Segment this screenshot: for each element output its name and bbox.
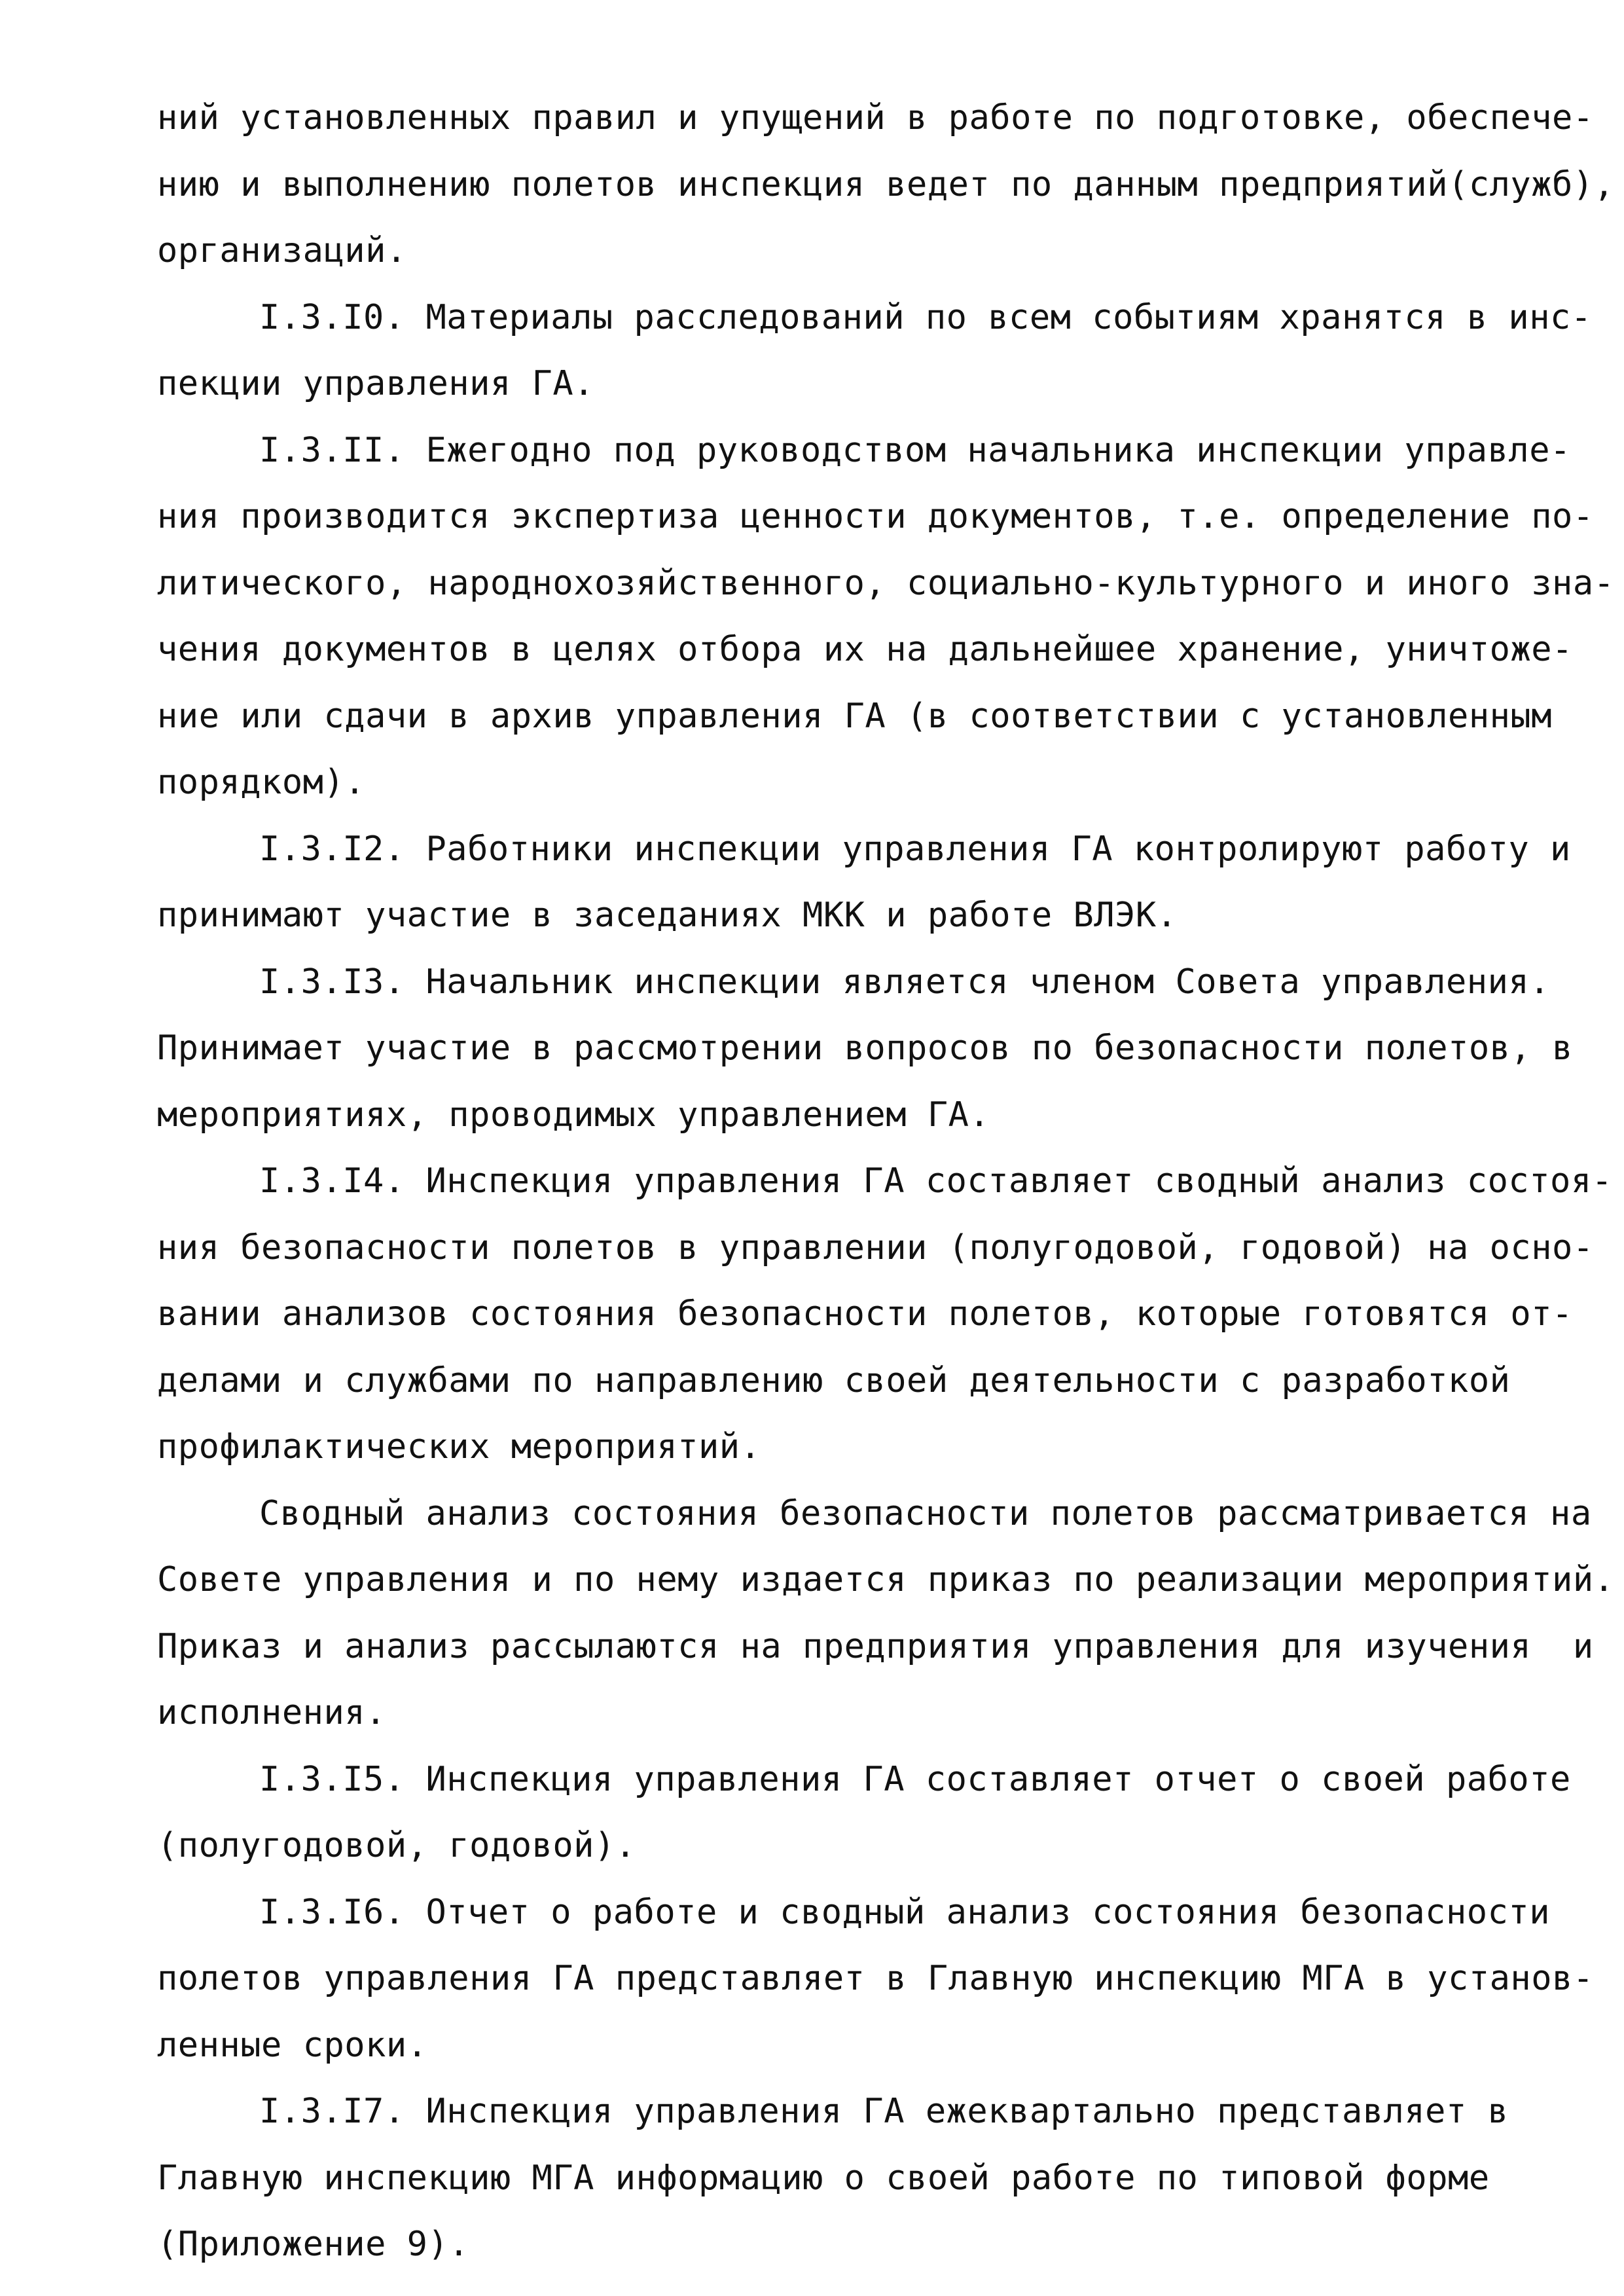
document-body <box>157 85 1615 2278</box>
paragraph-1-3-13-start: I.3.I3. Начальник инспекции является членом Совета управления. <box>259 962 1551 1002</box>
paragraph-1-3-14-start: I.3.I4. Инспекция управления ГА составляет сводный анализ состоя- <box>259 1161 1613 1201</box>
text-line: вании анализов состояния безопасности полетов, которые готовятся от- <box>157 1294 1573 1334</box>
text-line: делами и службами по направлению своей деятельности с разработкой <box>157 1360 1511 1400</box>
text-line: порядком). <box>157 763 366 802</box>
text-line: Принимает участие в рассмотрении вопросов по безопасности полетов, в <box>157 1029 1573 1068</box>
text-line: мероприятиях, проводимых управлением ГА. <box>157 1095 990 1135</box>
text-line: организаций. <box>157 231 407 270</box>
paragraph-1-3-17-start: I.3.I7. Инспекция управления ГА ежеквартально представляет в <box>259 2092 1509 2131</box>
paragraph-1-3-11-start: I.3.II. Ежегодно под руководством начальника инспекции управле- <box>259 430 1571 470</box>
text-line: ленные сроки. <box>157 2025 428 2065</box>
text-line: литического, народнохозяйственного, социально-культурного и иного зна- <box>157 563 1615 603</box>
text-line: принимают участие в заседаниях МКК и работе ВЛЭК. <box>157 896 1178 935</box>
paragraph-1-3-15-start: I.3.I5. Инспекция управления ГА составляет отчет о своей работе <box>259 1759 1571 1799</box>
text-line: Приказ и анализ рассылаются на предприятия управления для изучения и <box>157 1626 1594 1666</box>
paragraph-1-3-12-start: I.3.I2. Работники инспекции управления ГА контролируют работу и <box>259 829 1571 869</box>
paragraph-1-3-16-start: I.3.I6. Отчет о работе и сводный анализ состояния безопасности <box>259 1892 1551 1932</box>
text-line: нию и выполнению полетов инспекция ведет по данным предприятий(служб), <box>157 164 1615 204</box>
paragraph-summary-start: Сводный анализ состояния безопасности полетов рассматривается на <box>259 1493 1592 1533</box>
text-line: полетов управления ГА представляет в Главную инспекцию МГА в установ- <box>157 1959 1594 1998</box>
text-line: ний установленных правил и упущений в работе по подготовке, обеспече- <box>157 98 1594 137</box>
text-line: ние или сдачи в архив управления ГА (в соответствии с установленным <box>157 696 1553 736</box>
text-line: профилактических мероприятий. <box>157 1427 761 1467</box>
text-line: Совете управления и по нему издается приказ по реализации мероприятий. <box>157 1560 1615 1599</box>
paragraph-1-3-10-start: I.3.I0. Материалы расследований по всем событиям хранятся в инс- <box>259 297 1592 337</box>
text-line: (полугодовой, годовой). <box>157 1826 636 1865</box>
text-line: ния производится экспертиза ценности документов, т.е. определение по- <box>157 497 1594 536</box>
text-line: (Приложение 9). <box>157 2225 470 2264</box>
text-line: исполнения. <box>157 1693 386 1732</box>
text-line: чения документов в целях отбора их на дальнейшее хранение, уничтоже- <box>157 630 1573 669</box>
text-line: Главную инспекцию МГА информацию о своей работе по типовой форме <box>157 2158 1490 2198</box>
text-line: ния безопасности полетов в управлении (полугодовой, годовой) на осно- <box>157 1228 1594 1267</box>
text-line: пекции управления ГА. <box>157 364 594 403</box>
